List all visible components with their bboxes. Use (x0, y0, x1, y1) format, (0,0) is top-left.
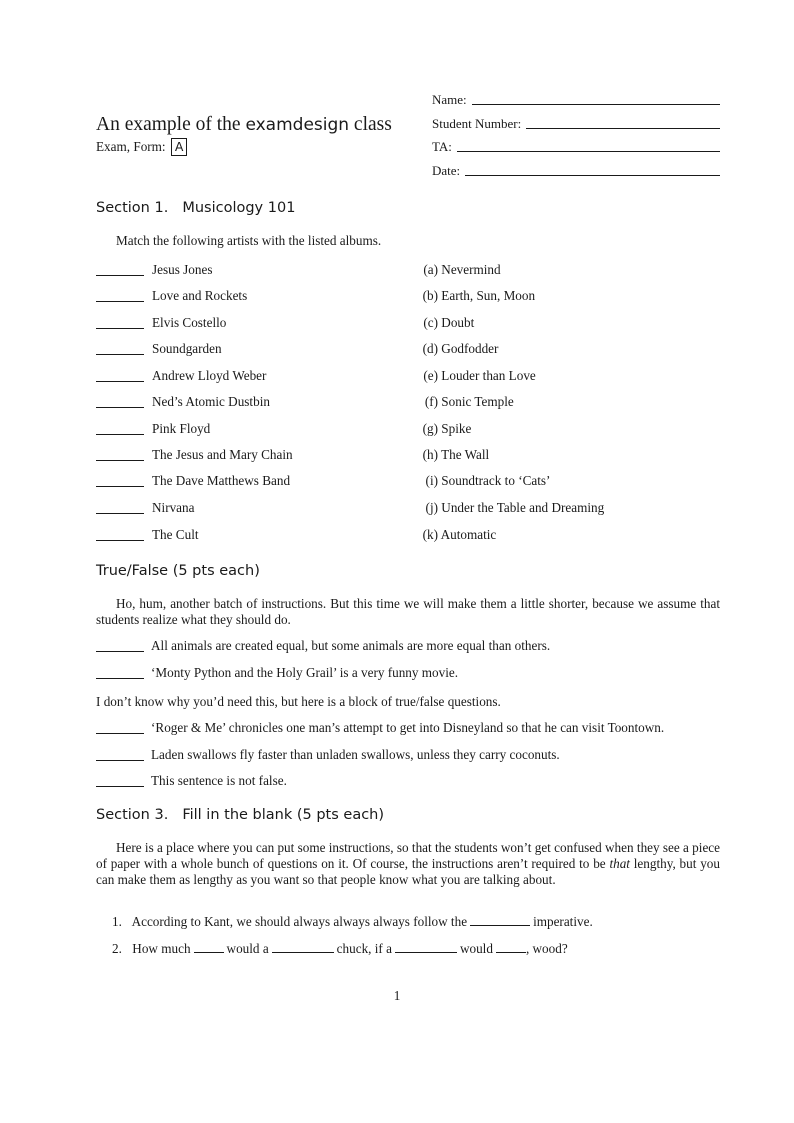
exam-title (96, 114, 392, 136)
artist-item: The Dave Matthews Band (152, 473, 291, 488)
answer-blank[interactable] (96, 301, 144, 302)
instructions-emphasis: that (609, 856, 630, 871)
album-letter: (g) (422, 421, 438, 436)
question-text: chuck, if a (336, 941, 392, 956)
artist-item: Ned’s Atomic Dustbin (152, 394, 270, 409)
album-letter: (j) (425, 500, 438, 515)
form-label: Exam, Form: (96, 139, 166, 154)
album-title: Earth, Sun, Moon (441, 288, 536, 303)
fill-blank-question-2 (112, 941, 568, 957)
album-letter: (a) (423, 262, 438, 277)
answer-blank[interactable] (96, 275, 144, 276)
artist-item: Jesus Jones (152, 262, 213, 277)
album-item (414, 315, 474, 331)
answer-blank[interactable] (96, 513, 144, 514)
answer-blank[interactable] (96, 760, 144, 761)
ta-field[interactable] (432, 139, 720, 155)
answer-blank[interactable] (96, 486, 144, 487)
answer-blank[interactable] (272, 942, 334, 953)
album-title: Godfodder (441, 341, 499, 356)
date-field[interactable] (432, 163, 720, 179)
exam-form-line (96, 138, 187, 156)
question-text: , wood? (525, 941, 568, 956)
album-letter: (i) (425, 473, 438, 488)
question-text: ‘Monty Python and the Holy Grail’ is a very funny movie. (151, 665, 459, 680)
student-number-label: Student Number: (432, 116, 522, 131)
answer-blank[interactable] (194, 942, 224, 953)
album-title: Doubt (441, 315, 475, 330)
album-title: Automatic (440, 527, 497, 542)
true-false-block-intro: I don’t know why you’d need this, but here is a block of true/false questions. (96, 694, 501, 709)
album-item (414, 368, 536, 384)
true-false-question (96, 665, 726, 681)
true-false-question (96, 747, 726, 763)
answer-blank[interactable] (96, 407, 144, 408)
answer-blank[interactable] (96, 651, 144, 652)
true-false-question (96, 720, 726, 736)
album-letter: (e) (423, 368, 438, 383)
answer-blank[interactable] (96, 786, 144, 787)
question-text: ‘Roger & Me’ chronicles one man’s attempt to get into Disneyland so that he can visit Toontown. (151, 720, 665, 735)
name-field[interactable] (432, 92, 720, 108)
fill-blank-instructions (96, 840, 720, 888)
title-prefix: An example of the (96, 114, 246, 135)
student-number-field[interactable] (432, 116, 720, 132)
album-letter: (c) (423, 315, 438, 330)
answer-blank[interactable] (96, 678, 144, 679)
fill-blank-question-1 (112, 914, 593, 930)
album-item (414, 341, 498, 357)
album-letter: (b) (422, 288, 438, 303)
section-1-heading (96, 199, 295, 217)
name-input-line[interactable] (472, 104, 720, 105)
answer-blank[interactable] (96, 733, 144, 734)
section-title: Musicology 101 (182, 200, 296, 216)
artist-item: Pink Floyd (152, 421, 211, 436)
artist-item: Soundgarden (152, 341, 222, 356)
album-item (414, 262, 501, 278)
question-text: would a (226, 941, 269, 956)
album-title: Soundtrack to ‘Cats’ (441, 473, 551, 488)
album-item (414, 394, 514, 410)
album-item (414, 447, 489, 463)
album-item (414, 288, 535, 304)
artist-item: Nirvana (152, 500, 195, 515)
album-letter: (f) (424, 394, 438, 409)
date-label: Date: (432, 163, 461, 178)
answer-blank[interactable] (96, 381, 144, 382)
section-number: Section 1. (96, 200, 169, 216)
name-label: Name: (432, 92, 467, 107)
ta-label: TA: (432, 139, 452, 154)
artist-item: Elvis Costello (152, 315, 227, 330)
question-text: According to Kant, we should always always always follow the (131, 914, 468, 929)
question-number: 1. (112, 914, 122, 929)
album-letter: (k) (422, 527, 438, 542)
album-letter: (h) (422, 447, 438, 462)
title-suffix: class (349, 114, 392, 135)
answer-blank[interactable] (96, 328, 144, 329)
question-text: How much (132, 941, 191, 956)
answer-blank[interactable] (496, 942, 526, 953)
artist-item: The Jesus and Mary Chain (152, 447, 293, 462)
answer-blank[interactable] (96, 540, 144, 541)
question-number: 2. (112, 941, 122, 956)
answer-blank[interactable] (96, 354, 144, 355)
ta-input-line[interactable] (457, 151, 720, 152)
artist-item: The Cult (152, 527, 199, 542)
album-item (414, 500, 604, 516)
true-false-heading: True/False (5 pts each) (96, 563, 260, 579)
question-text: would (459, 941, 493, 956)
album-title: Sonic Temple (441, 394, 514, 409)
form-badge: A (171, 138, 188, 156)
answer-blank[interactable] (395, 942, 457, 953)
true-false-question (96, 638, 726, 654)
album-letter: (d) (422, 341, 438, 356)
album-item (414, 473, 550, 489)
album-title: Under the Table and Dreaming (441, 500, 605, 515)
student-number-input-line[interactable] (526, 128, 720, 129)
answer-blank[interactable] (96, 434, 144, 435)
question-text: imperative. (533, 914, 593, 929)
artist-item: Love and Rockets (152, 288, 248, 303)
instructions-text: Ho, hum, another batch of instructions. But this time we will make them a little shorter, because we assume that students realize what they should do. (96, 596, 720, 627)
section-3-heading (96, 806, 384, 824)
question-text: All animals are created equal, but some animals are more equal than others. (151, 638, 551, 653)
answer-blank[interactable] (96, 460, 144, 461)
instructions-text: Here is a place where you can put some instructions, so that the students won’t get confused when they see a piece of paper with a whole bunch of questions on it. Of course, the instructions aren’t required to be (96, 840, 721, 871)
question-text: This sentence is not false. (151, 773, 287, 788)
section-number: Section 3. (96, 807, 169, 823)
true-false-question (96, 773, 726, 789)
album-title: The Wall (441, 447, 490, 462)
section-title: Fill in the blank (5 pts each) (182, 807, 385, 823)
section-1-instructions: Match the following artists with the listed albums. (116, 233, 382, 248)
date-input-line[interactable] (465, 175, 720, 176)
answer-blank[interactable] (470, 915, 530, 926)
title-class-name: examdesign (245, 115, 350, 135)
page-number: 1 (393, 988, 401, 1003)
question-text: Laden swallows fly faster than unladen swallows, unless they carry coconuts. (151, 747, 560, 762)
true-false-instructions (96, 596, 720, 628)
album-title: Louder than Love (441, 368, 536, 383)
album-title: Nevermind (441, 262, 501, 277)
album-item (414, 421, 471, 437)
album-title: Spike (441, 421, 472, 436)
album-item (414, 527, 496, 543)
instructions-text: lengthy, but you can make them as lengthy as you want so that people know what you are talking about. (96, 856, 720, 887)
artist-item: Andrew Lloyd Weber (152, 368, 267, 383)
